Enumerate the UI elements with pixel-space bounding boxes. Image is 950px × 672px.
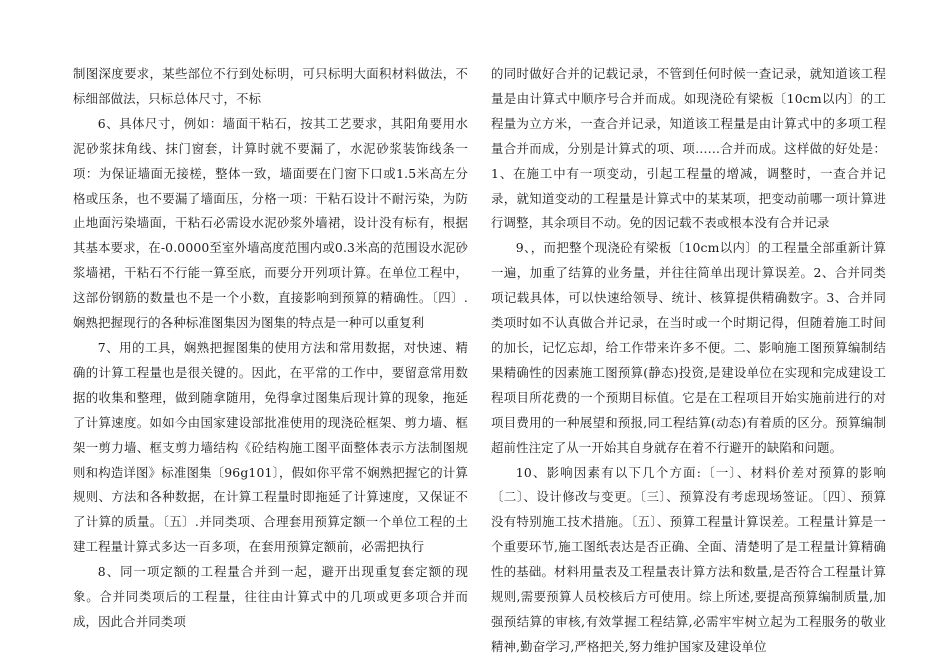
left-paragraph-3: 7、用的工具，娴熟把握图集的使用方法和常用数据，对快速、精确的计算工程量也是很关键的。因此，在平常的工作中，要留意常用数据的收集和整理，做到随拿随用，免得拿过图集后现计算的现象，拖延了计算速度。如如今由国家建设部批准使用的现浇砼框架、剪力墙、框架一剪力墙、框支剪力墙结构《砼结构施工图平面整体表示方法制图规则和构造详图》标准图集〔96g101〕，假如你平常不娴熟把握它的计算规则、方法和各种数据，在计算工程量时即拖延了计算速度，又保证不了计算的质量。〔五〕.并同类项、合理套用预算定额一个单位工程的土建工程量计算式多达一百多项，在套用预算定额前，必需把执行 bbox=[73, 339, 468, 555]
right-paragraph-2: 9、，而把整个现浇砼有梁板〔10cm以内〕的工程量全部重新计算一遍，加重了结算的业务量，并往往简单出现计算误差。2、合并同类项记载具体，可以快速给领导、统计、核算提供精确数字。3、合并同类项时如不认真做合并记录，在当时或一个时期记得，但随着施工时间的加长，记忆忘却，给工作带来许多不便。二、影响施工图预算编制结果精确性的因素施工图预算(静态)投资,是建设单位在实现和完成建设工程项目所花费的一个预期目标值。它是在工程项目开始实施前进行的对项目费用的一种展望和预报,同工程结算(动态)有着质的区分。预算编制超前性注定了从一开始其自身就存在着不行避开的缺陷和问题。 bbox=[491, 240, 886, 455]
left-text-column bbox=[73, 62, 468, 635]
right-paragraph-3: 10、影响因素有以下几个方面:〔一〕、材料价差对预算的影响〔二〕、设计修改与变更。〔三〕、预算没有考虑现场签证。〔四〕、预算没有特别施工技术措施。〔五〕、预算工程量计算误差。工程量计算是一个重要环节,施工图纸表达是否正确、全面、清楚明了是工程量计算精确性的基础。材料用量表及工程量表计算方法和数量,是否符合工程量计算规则,需要预算人员校核后方可使用。综上所述,要提高预算编制质量,加强预结算的审核,有效掌握工程结算,必需牢牢树立起为工程服务的敬业精神,勤奋学习,严格把关,努力维护国家及建设单位 bbox=[491, 464, 886, 654]
left-paragraph-1: 制图深度要求，某些部位不行到处标明，可只标明大面积材料做法，不标细部做法，只标总体尺寸，不标 bbox=[73, 66, 468, 106]
left-paragraph-2: 6、具体尺寸，例如：墙面干粘石，按其工艺要求，其阳角要用水泥砂浆抹角线、抹门窗套，计算时就不要漏了，水泥砂浆装饰线条一项：为保证墙面无接槎，整体一致，墙面要在门窗下口或1.5米高左分格或压条，也不要漏了墙面压，分格一项：干粘石设计不耐污染，为防止地面污染墙面，干粘石必需设水泥砂浆外墙裙，设计没有标有，根据其基本要求，在-0.0000至室外墙高度范围内或0.3米高的范围设水泥砂浆墙裙，干粘石不行能一算至底，而要分开列项计算。在单位工程中，这部份钢筋的数量也不是一个小数，直接影响到预算的精确性。〔四〕.娴熟把握现行的各种标准图集因为图集的特点是一种可以重复利 bbox=[73, 115, 468, 331]
left-paragraph-4: 8、同一项定额的工程量合并到一起，避开出现重复套定额的现象。合并同类项后的工程量，往往由计算式中的几项或更多项合并而成，因此合并同类项 bbox=[73, 564, 468, 629]
right-text-column bbox=[491, 62, 886, 660]
right-paragraph-1: 的同时做好合并的记载记录，不管到任何时候一查记录，就知道该工程量是由计算式中顺序号合并而成。如现浇砼有梁板〔10cm以内〕的工程量为立方米，一查合并记录，知道该工程量是由计算式中的多项工程量合并而成，分别是计算式的项、项……合并而成。这样做的好处是：1、在施工中有一项变动，引起工程量的增减，调整时，一查合并记录，就知道变动的工程量是计算式中的某某项，把变动前哪一项计算进行调整，其余项目不动。免的因记载不表或根本没有合并记录 bbox=[491, 66, 886, 231]
